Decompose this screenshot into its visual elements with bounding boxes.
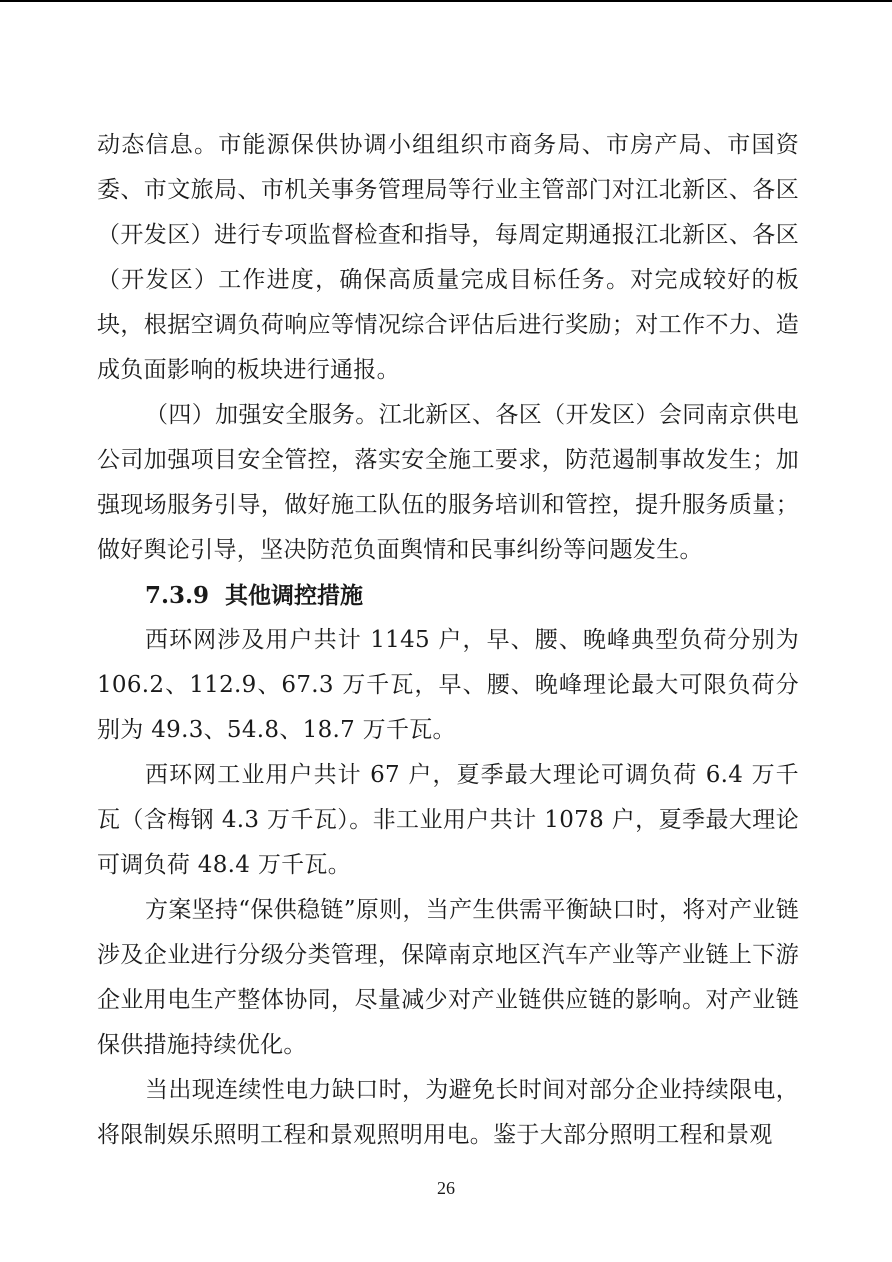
- page-number: 26: [437, 1178, 455, 1198]
- document-body: [97, 123, 799, 1158]
- paragraph-supply-chain: 方案坚持“保供稳链”原则，当产生供需平衡缺口时，将对产业链涉及企业进行分级分类管理，保障南京地区汽车产业等产业链上下游企业用电生产整体协同，尽量减少对产业链供应链的影响。对产业链保供措施持续优化。: [97, 897, 799, 1058]
- paragraph-lighting-limit: 当出现连续性电力缺口时，为避免长时间对部分企业持续限电，将限制娱乐照明工程和景观照明用电。鉴于大部分照明工程和景观: [97, 1077, 799, 1148]
- page-top-border: [0, 0, 892, 2]
- section-heading: [97, 573, 799, 618]
- section-number: 7.3.9: [145, 582, 210, 609]
- section-title: 其他调控措施: [225, 582, 364, 609]
- paragraph-west-ring-users: 西环网涉及用户共计 1145 户，早、腰、晚峰典型负荷分别为 106.2、112.9、67.3 万千瓦，早、腰、晚峰理论最大可限负荷分别为 49.3、54.8、18.7 万千瓦。: [97, 627, 799, 743]
- paragraph-safety-service: （四）加强安全服务。江北新区、各区（开发区）会同南京供电公司加强项目安全管控，落实安全施工要求，防范遏制事故发生；加强现场服务引导，做好施工队伍的服务培训和管控，提升服务质量；做好舆论引导，坚决防范负面舆情和民事纠纷等问题发生。: [97, 402, 799, 563]
- paragraph-continued-info: 动态信息。市能源保供协调小组组织市商务局、市房产局、市国资委、市文旅局、市机关事务管理局等行业主管部门对江北新区、各区（开发区）进行专项监督检查和指导，每周定期通报江北新区、各区（开发区）工作进度，确保高质量完成目标任务。对完成较好的板块，根据空调负荷响应等情况综合评估后进行奖励；对工作不力、造成负面影响的板块进行通报。: [97, 132, 799, 383]
- paragraph-industrial-users: 西环网工业用户共计 67 户，夏季最大理论可调负荷 6.4 万千瓦（含梅钢 4.3 万千瓦）。非工业用户共计 1078 户，夏季最大理论可调负荷 48.4 万千瓦。: [97, 762, 799, 878]
